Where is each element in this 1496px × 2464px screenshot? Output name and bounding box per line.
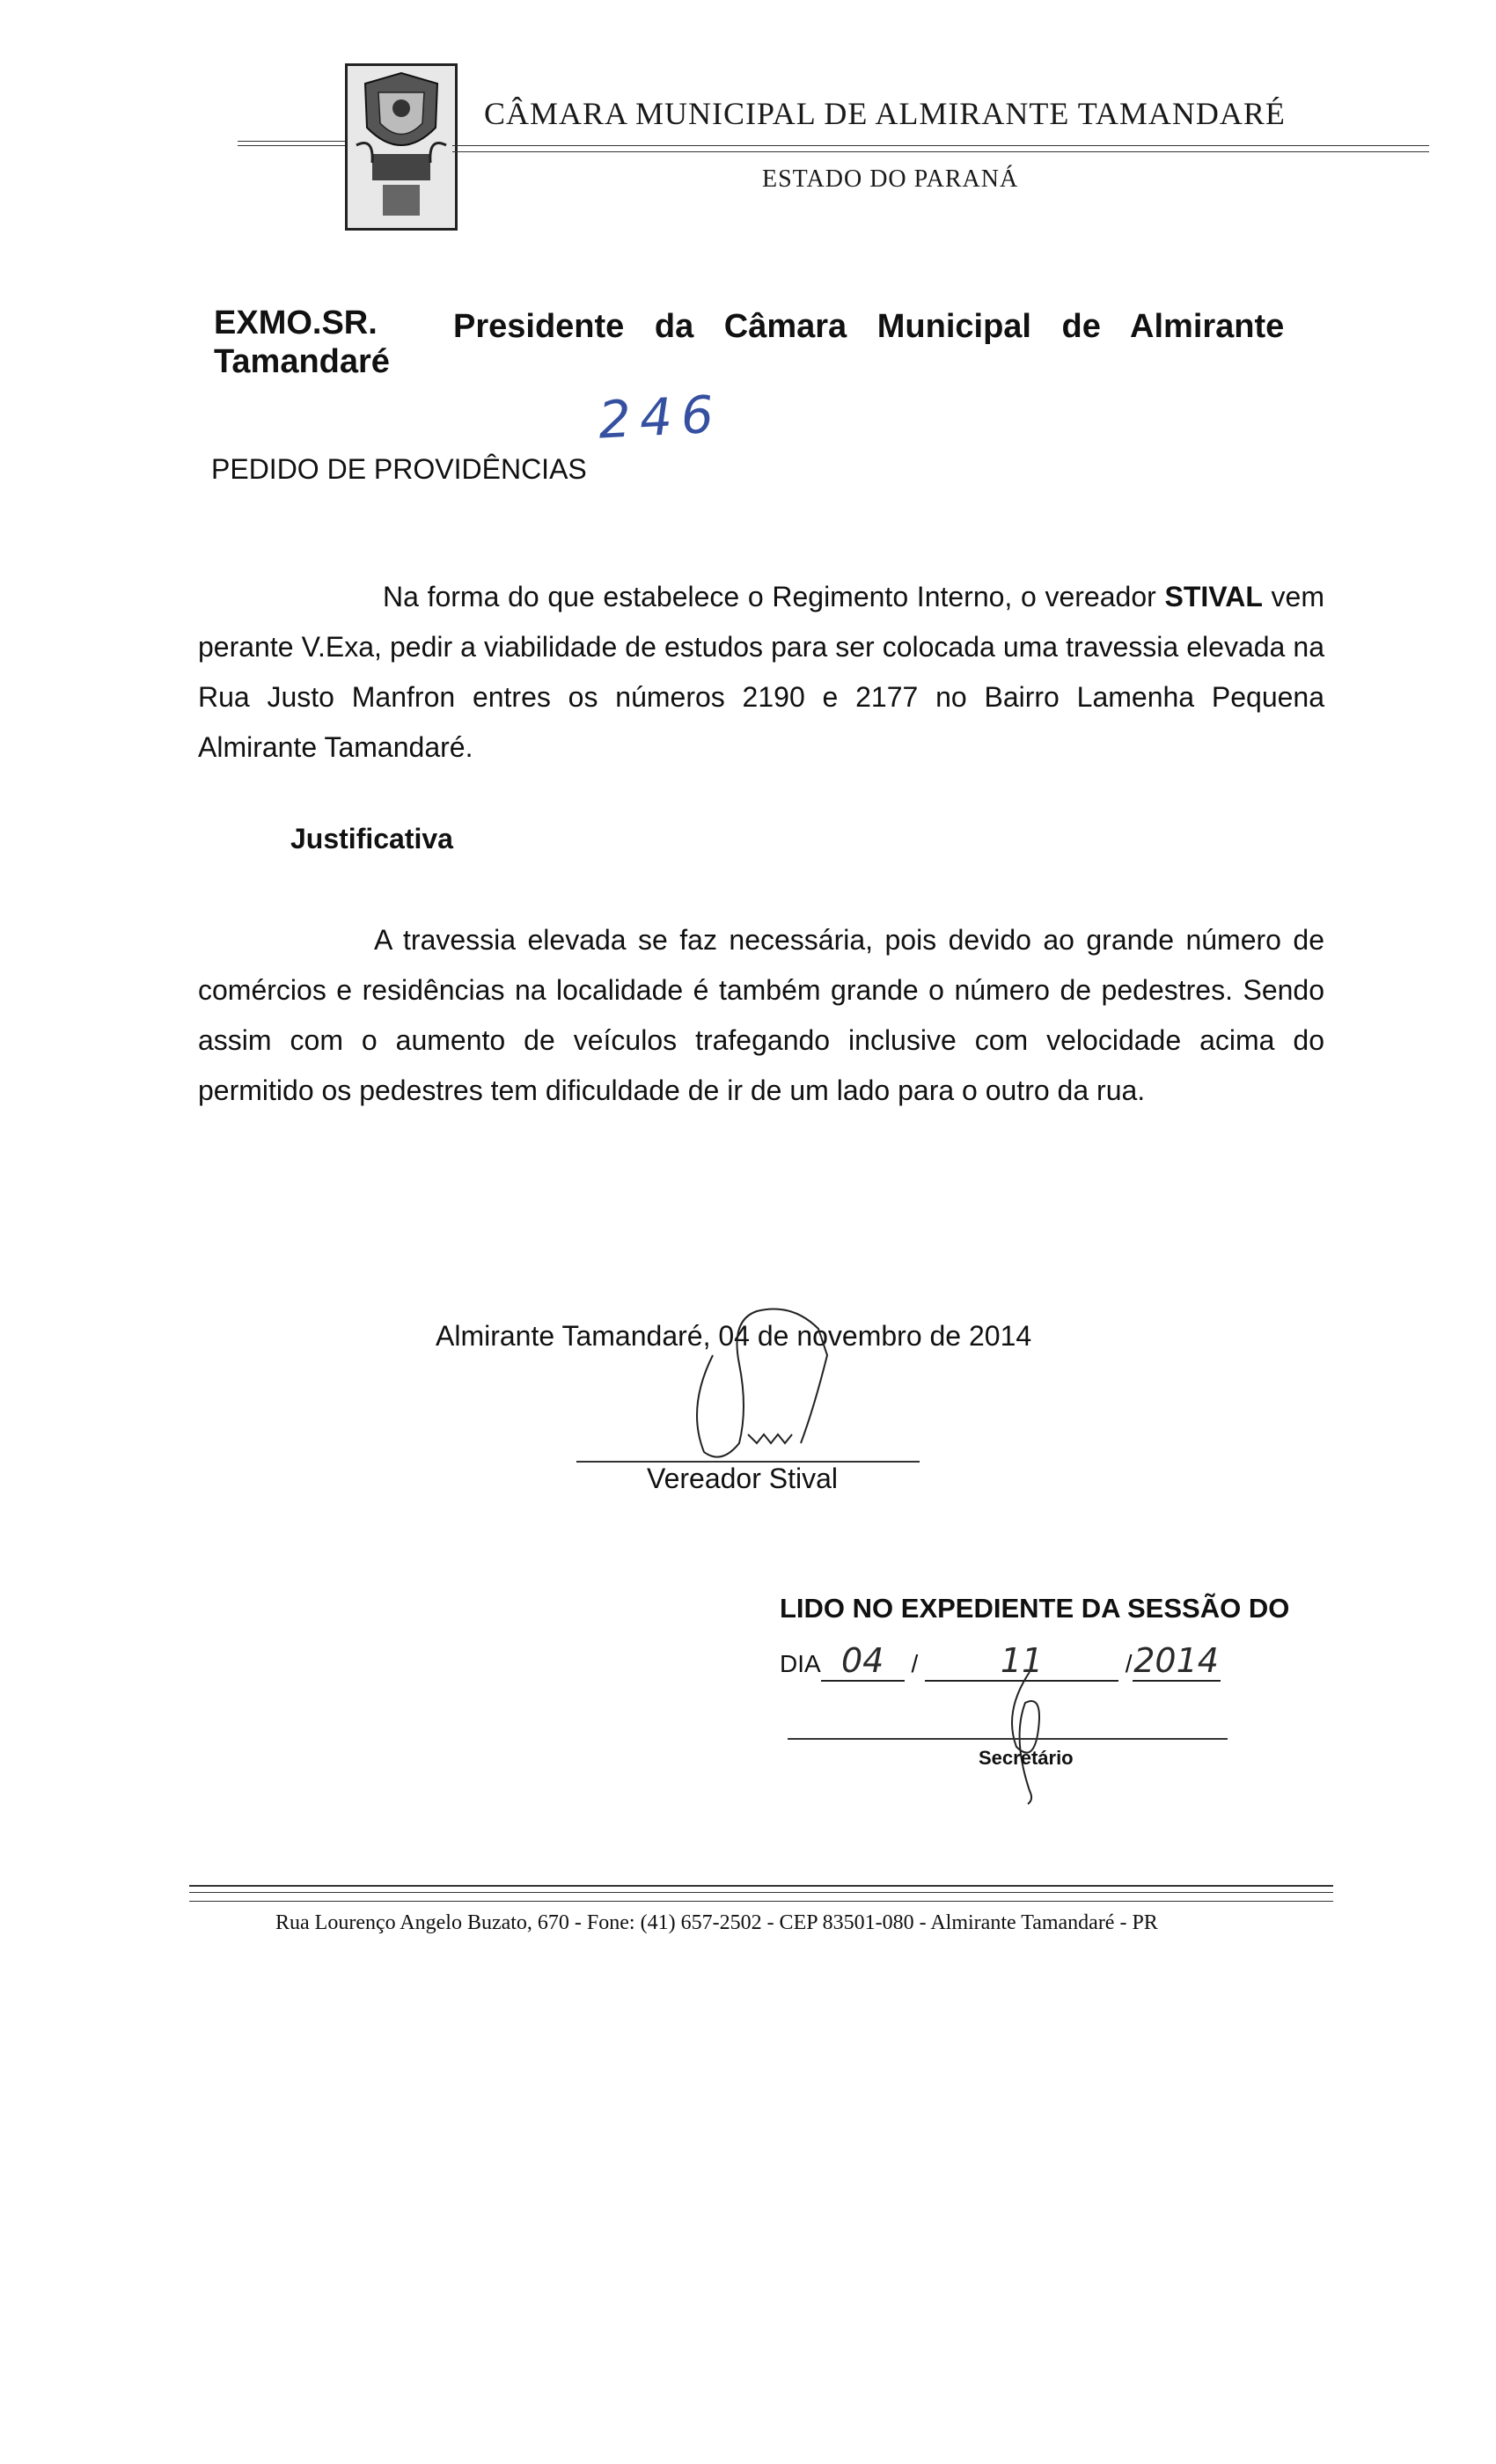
document-subject: PEDIDO DE PROVIDÊNCIAS xyxy=(211,453,587,485)
coat-of-arms-icon xyxy=(345,63,458,231)
stamp-role: Secretário xyxy=(979,1747,1074,1769)
justification-heading: Justificativa xyxy=(290,823,453,854)
paragraph1-post: vem perante V.Exa, pedir a viabilidade de estudos para ser colocada uma travessia elevada na Rua Justo Manfron entres os números 2190 e 2177 no Bairro Lamenha Pequena Almirante Tamandaré. xyxy=(198,581,1325,763)
signer-name: Vereador Stival xyxy=(647,1463,839,1494)
header-rule-left-2 xyxy=(238,145,345,146)
body-paragraph-2: A travessia elevada se faz necessária, pois devido ao grande número de comércios e residências na localidade é também grande o número de pedestres. Sendo assim com o aumento de veículos trafegando inclusive com velocidade acima do permitido os pedestres tem dificuldade de ir de um lado para o outro da rua. xyxy=(198,924,1324,1106)
footer-rule-2 xyxy=(189,1892,1333,1893)
addressee-title-cont: Tamandaré xyxy=(214,343,390,380)
header-rule-2 xyxy=(452,151,1429,152)
stamp-date: DIA 04 / 11 /2014 xyxy=(780,1641,1219,1680)
header-rule xyxy=(452,145,1429,146)
addressee-title: Presidente da Câmara Municipal de Almirante xyxy=(453,308,1285,345)
place-date: Almirante Tamandaré, 04 de novembro de 2014 xyxy=(436,1320,1032,1352)
footer-rule-3 xyxy=(189,1901,1333,1902)
salutation: EXMO.SR. xyxy=(214,304,378,341)
stamp-month: 11 xyxy=(1000,1641,1044,1680)
institution-name: CÂMARA MUNICIPAL DE ALMIRANTE TAMANDARÉ xyxy=(484,96,1286,131)
state-name: ESTADO DO PARANÁ xyxy=(762,165,1019,193)
protocol-number: 246 xyxy=(597,384,724,451)
footer-rule xyxy=(189,1885,1333,1887)
stamp-day: 04 xyxy=(841,1641,884,1680)
header-rule-left xyxy=(238,141,345,142)
stamp-title: LIDO NO EXPEDIENTE DA SESSÃO DO xyxy=(780,1593,1290,1624)
paragraph1-pre: Na forma do que estabelece o Regimento Interno, o vereador xyxy=(383,581,1165,612)
signature-icon xyxy=(651,1302,862,1470)
stamp-day-label: DIA xyxy=(780,1650,821,1677)
footer-address: Rua Lourenço Angelo Buzato, 670 - Fone: (41) 657-2502 - CEP 83501-080 - Almirante Tamandaré - PR xyxy=(275,1911,1158,1934)
stamp-signature-line xyxy=(788,1738,1228,1740)
councilor-name: STIVAL xyxy=(1164,581,1263,612)
stamp-year: 2014 xyxy=(1133,1641,1219,1680)
body-paragraph-1 xyxy=(198,572,1324,773)
